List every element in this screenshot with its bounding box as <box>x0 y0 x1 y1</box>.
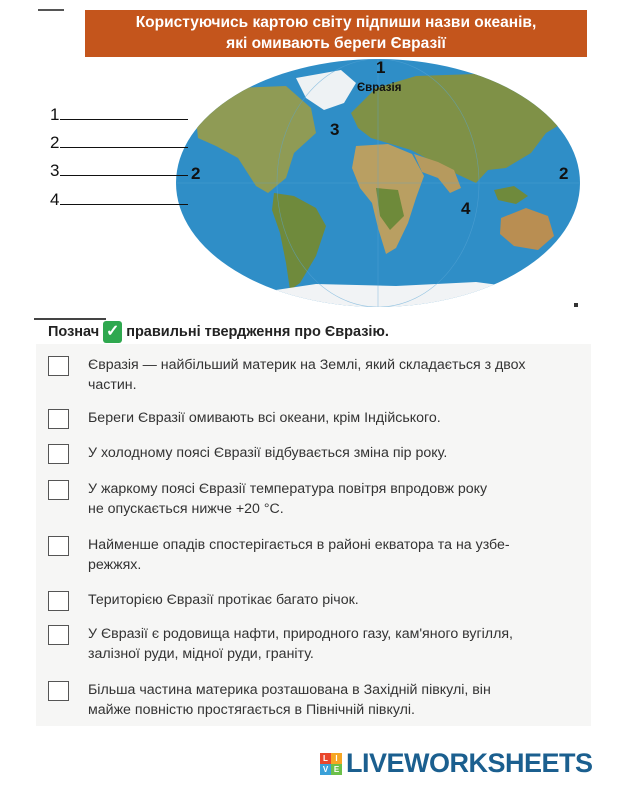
answer-line[interactable] <box>60 133 188 148</box>
section-tab <box>34 318 106 320</box>
statement-text <box>88 443 447 463</box>
top-rule <box>38 9 64 11</box>
task-title <box>48 321 389 343</box>
answer-row-3[interactable] <box>50 161 188 181</box>
statement-checkbox[interactable] <box>48 444 69 464</box>
ocean-number-pacific-east: 2 <box>559 164 569 183</box>
statement-item <box>48 590 563 611</box>
ocean-number-indian: 4 <box>461 199 471 218</box>
task-title-prefix: Познач <box>48 324 100 340</box>
statement-line: не опускається нижче +20 °С. <box>88 501 284 517</box>
statement-text <box>88 355 526 395</box>
instruction-banner <box>85 10 587 57</box>
liveworksheets-logo-icon <box>320 753 342 775</box>
answer-number: 3 <box>50 161 60 180</box>
brand-name: LIVEWORKSHEETS <box>346 748 593 778</box>
statement-checkbox[interactable] <box>48 409 69 429</box>
statement-item <box>48 535 563 575</box>
logo-letter: L <box>320 753 331 764</box>
statement-text <box>88 624 513 664</box>
task-title-suffix: правильні твердження про Євразію. <box>126 324 389 340</box>
answer-row-4[interactable] <box>50 190 188 210</box>
instruction-line-2: які омивають береги Євразії <box>226 35 446 52</box>
statement-item <box>48 355 563 395</box>
statement-line: Територією Євразії протікає багато річок. <box>88 592 359 608</box>
liveworksheets-logo <box>320 748 593 779</box>
statement-item <box>48 408 563 429</box>
statement-item <box>48 443 563 464</box>
statement-text <box>88 680 491 720</box>
logo-letter: I <box>331 753 342 764</box>
statement-text <box>88 408 441 428</box>
answer-line[interactable] <box>60 190 188 205</box>
statement-line: У жаркому поясі Євразії температура повітря впродовж року <box>88 481 488 497</box>
statement-item <box>48 680 563 720</box>
statement-checkbox[interactable] <box>48 625 69 645</box>
statement-line: майже повністю простягається в Північній півкулі. <box>88 702 415 718</box>
answer-line[interactable] <box>60 105 188 120</box>
statement-text <box>88 535 510 575</box>
statement-line: Євразія — найбільший материк на Землі, який складається з двох <box>88 357 526 373</box>
statement-text <box>88 590 359 610</box>
statement-item <box>48 479 563 519</box>
world-map <box>176 58 580 308</box>
statement-line: режжях. <box>88 557 142 573</box>
answer-number: 1 <box>50 105 60 124</box>
statement-text <box>88 479 487 519</box>
statement-checkbox[interactable] <box>48 536 69 556</box>
statement-line: У Євразії є родовища нафти, природного газу, кам'яного вугілля, <box>88 626 513 642</box>
statement-checkbox[interactable] <box>48 356 69 376</box>
statement-checkbox[interactable] <box>48 480 69 500</box>
statement-checkbox[interactable] <box>48 591 69 611</box>
logo-letter: V <box>320 764 331 775</box>
ocean-number-atlantic: 3 <box>330 120 340 139</box>
eurasia-map-label: Євразія <box>357 82 402 94</box>
statement-line: частин. <box>88 377 137 393</box>
answer-number: 4 <box>50 190 60 209</box>
ocean-number-pacific-west: 2 <box>191 164 201 183</box>
answer-row-2[interactable] <box>50 133 188 153</box>
statement-checkbox[interactable] <box>48 681 69 701</box>
answer-number: 2 <box>50 133 60 152</box>
answer-row-1[interactable] <box>50 105 188 125</box>
statement-line: У холодному поясі Євразії відбувається зміна пір року. <box>88 445 448 461</box>
statement-line: Береги Євразії омивають всі океани, крім Індійського. <box>88 410 441 426</box>
instruction-line-1: Користуючись картою світу підпиши назви океанів, <box>135 14 537 31</box>
statement-item <box>48 624 568 664</box>
statement-line: залізної руди, мідної руди, граніту. <box>88 646 314 662</box>
answer-line[interactable] <box>60 161 188 176</box>
ocean-number-arctic: 1 <box>376 58 386 77</box>
logo-letter: E <box>331 764 342 775</box>
statement-line: Більша частина материка розташована в Західній півкулі, він <box>88 682 491 698</box>
statement-line: Найменше опадів спостерігається в районі екватора та на узбе- <box>88 537 510 553</box>
world-map-graphic <box>176 58 580 308</box>
map-corner-dot <box>574 303 578 307</box>
check-icon: ✓ <box>103 321 122 343</box>
